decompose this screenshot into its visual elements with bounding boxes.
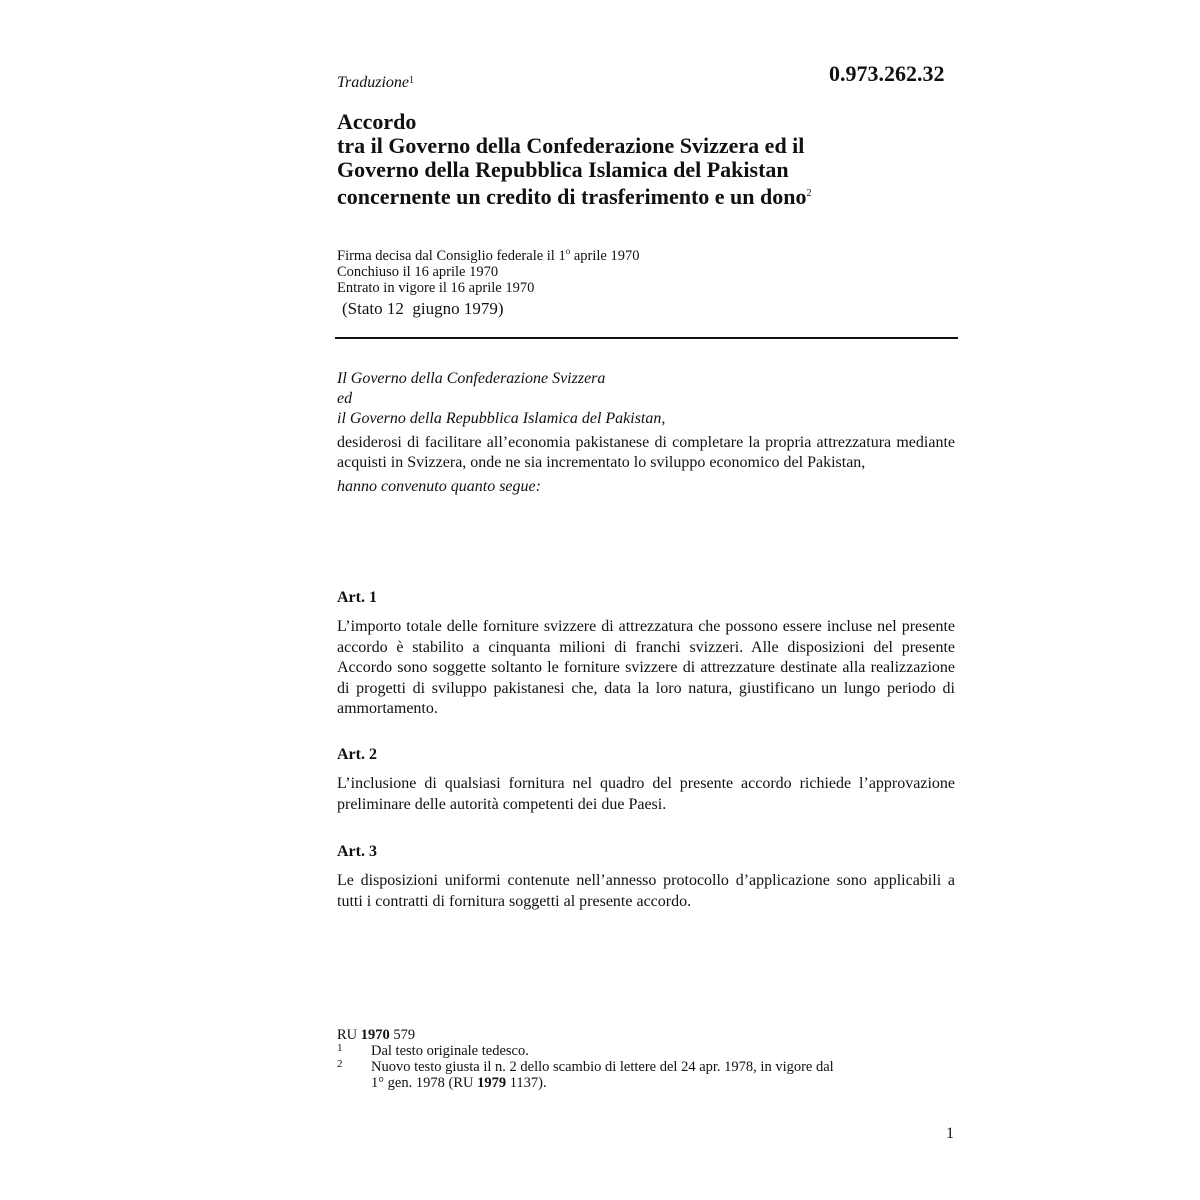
preamble-body: desiderosi di facilitare all’economia pakistanese di completare la propria attrezzatura mediante acquisti in Svizzera, onde ne sia incrementato lo sviluppo economico del Pakistan, <box>337 434 955 471</box>
footnote-ru-year: 1979 <box>477 1075 507 1091</box>
ru-prefix: RU <box>337 1027 361 1043</box>
document-metadata <box>337 243 639 296</box>
translation-label-text: Traduzione <box>337 74 410 91</box>
in-force-date: Entrato in vigore il 16 aprile 1970 <box>337 279 535 296</box>
signed-prefix: Firma decisa dal Consiglio federale il 1 <box>337 247 566 264</box>
title-line <box>337 182 977 209</box>
footnote-number: 2 <box>337 1058 343 1070</box>
footnote-2 <box>337 1059 834 1091</box>
page-number: 1 <box>946 1125 954 1142</box>
preamble-closing: hanno convenuto quanto segue: <box>337 478 541 495</box>
section-divider <box>335 337 958 339</box>
footnote-text-line2-suffix: 1137). <box>506 1075 547 1091</box>
footnote-ref-1[interactable]: 1 <box>409 75 415 86</box>
ru-year: 1970 <box>360 1027 390 1043</box>
conjunction: ed <box>337 390 353 407</box>
signed-date <box>337 243 639 264</box>
preamble <box>337 369 955 497</box>
status-date: (Stato 12 giugno 1979) <box>342 299 504 318</box>
concluded-date: Conchiuso il 16 aprile 1970 <box>337 263 499 280</box>
title-line: Accordo <box>337 109 417 134</box>
title-line: tra il Governo della Confederazione Svizzera ed il <box>337 133 805 158</box>
article-2-text: L’inclusione di qualsiasi fornitura nel quadro del presente accordo richiede l’approvazione preliminare delle autorità competenti dei due Paesi. <box>337 775 955 813</box>
footnote-text-line2: 1° gen. 1978 (RU <box>371 1075 478 1091</box>
signed-ordinal: o <box>565 246 571 256</box>
party-pakistan: il Governo della Repubblica Islamica del Pakistan, <box>337 410 666 427</box>
footnotes <box>337 1027 834 1091</box>
footnote-text: Dal testo originale tedesco. <box>371 1043 529 1059</box>
article-1-heading: Art. 1 <box>337 589 377 606</box>
article-2-heading: Art. 2 <box>337 746 377 763</box>
title-line: Governo della Repubblica Islamica del Pakistan <box>337 157 789 182</box>
party-swiss: Il Governo della Confederazione Svizzera <box>337 370 606 387</box>
footnote-text: Nuovo testo giusta il n. 2 dello scambio di lettere del 24 apr. 1978, in vigore dal <box>371 1059 834 1075</box>
footnote-number: 1 <box>337 1042 343 1054</box>
article-1-text: L’importo totale delle forniture svizzere di attrezzatura che possono essere incluse nel presente accordo è stabilito a cinquanta milioni di franchi svizzeri. Alle disposizioni del presente Accordo sono soggette soltanto le forniture svizzere di attrezzature destinate alla realizzazione di progetti di sviluppo pakistanesi che, data la loro natura, giustificano un lungo periodo di ammortamento. <box>337 618 955 717</box>
document-title <box>337 110 977 209</box>
ru-page: 579 <box>389 1027 416 1043</box>
document-number: 0.973.262.32 <box>829 61 945 86</box>
article-3-text: Le disposizioni uniformi contenute nell’annesso protocollo d’applicazione sono applicabili a tutti i contratti di fornitura soggetti al presente accordo. <box>337 872 955 910</box>
title-line-text: concernente un credito di trasferimento e un dono <box>337 184 807 209</box>
ru-reference <box>337 1027 834 1043</box>
signed-suffix: aprile 1970 <box>570 247 640 264</box>
footnote-1 <box>337 1043 834 1059</box>
article-3-heading: Art. 3 <box>337 843 377 860</box>
translation-label <box>337 74 414 92</box>
footnote-ref-2[interactable]: 2 <box>806 188 812 199</box>
